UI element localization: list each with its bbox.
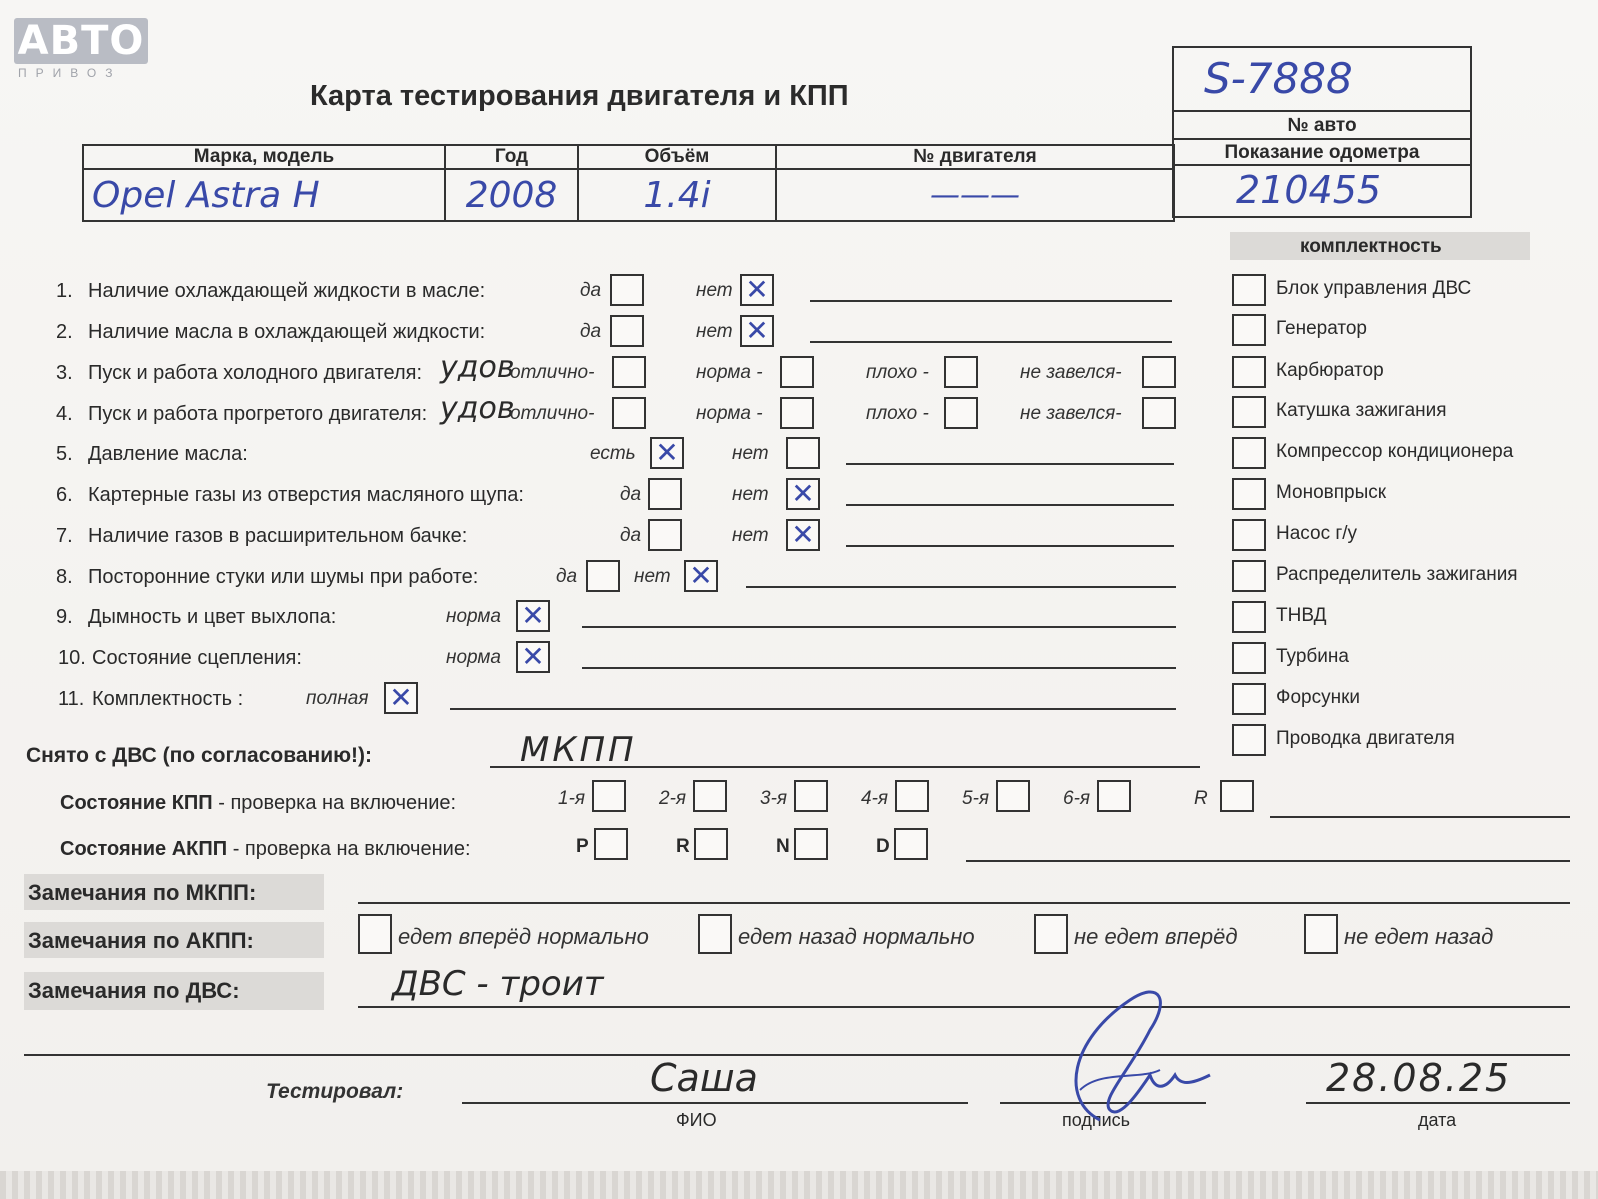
kit-checkbox-0[interactable] (1232, 274, 1266, 306)
odometer-label: Показание одометра (1174, 140, 1470, 166)
kit-item-label: Моновпрыск (1276, 482, 1387, 503)
check-number: 4. (56, 403, 73, 425)
check-number: 8. (56, 566, 73, 588)
check-option-box[interactable] (516, 600, 550, 632)
remarks-dvs-value: ДВС - троит (392, 964, 604, 1004)
date-value: 28.08.25 (1326, 1056, 1512, 1100)
check-option-box[interactable] (586, 560, 620, 592)
check-text: Состояние сцепления: (92, 647, 302, 669)
check-mark: ✕ (389, 681, 413, 714)
check-option-label: да (580, 280, 602, 301)
kpp-gear-label: 6-я (1063, 788, 1091, 809)
akpp-remark-box[interactable] (358, 914, 392, 954)
check-option-box[interactable] (1142, 356, 1176, 388)
kit-title: комплектность (1300, 236, 1442, 257)
remarks-akpp-label: Замечания по АКПП: (28, 928, 254, 953)
check-option-label: да (620, 525, 642, 546)
auto-number-label: № авто (1174, 112, 1470, 140)
akpp-label-bold: Состояние АКПП (60, 838, 228, 860)
check-option-label: норма - (696, 362, 763, 383)
kpp-gear-box[interactable] (693, 780, 727, 812)
kpp-gear-box[interactable] (794, 780, 828, 812)
check-mark: ✕ (521, 599, 545, 632)
akpp-mode-label: D (876, 836, 890, 857)
kit-checkbox-3[interactable] (1232, 396, 1266, 428)
kit-item-label: Турбина (1276, 646, 1349, 667)
check-option-label: нет (696, 321, 733, 342)
akpp-mode-box[interactable] (694, 828, 728, 860)
check-option-box[interactable] (786, 478, 820, 510)
check-mark: ✕ (689, 559, 713, 592)
check-option-box[interactable] (740, 315, 774, 347)
check-option-box[interactable] (684, 560, 718, 592)
check-text: Давление масла: (88, 443, 248, 465)
check-line (846, 504, 1174, 506)
akpp-mode-box[interactable] (794, 828, 828, 860)
kit-item-label: Катушка зажигания (1276, 400, 1447, 421)
check-number: 2. (56, 321, 73, 343)
kpp-gear-box[interactable] (1220, 780, 1254, 812)
check-option-label: нет (732, 484, 769, 505)
akpp-remark-label: едет вперёд нормально (398, 924, 649, 949)
signature (1040, 980, 1220, 1130)
removed-value: МКПП (520, 730, 637, 770)
check-option-box[interactable] (648, 478, 682, 510)
check-mark: ✕ (521, 640, 545, 673)
check-option-box[interactable] (612, 397, 646, 429)
kit-item-label: Блок управления ДВС (1276, 278, 1472, 299)
check-number: 10. (58, 647, 86, 669)
kpp-gear-label: R (1194, 788, 1208, 809)
check-number: 5. (56, 443, 73, 465)
check-number: 1. (56, 280, 73, 302)
check-option-box[interactable] (780, 397, 814, 429)
check-text: Комплектность : (92, 688, 244, 710)
tested-label: Тестировал: (266, 1080, 404, 1103)
model-value: Opel Astra H (92, 174, 320, 216)
akpp-mode-label: R (676, 836, 690, 857)
kpp-line (1270, 816, 1570, 818)
check-line (450, 708, 1176, 710)
akpp-remark-label: не едет вперёд (1074, 924, 1238, 949)
check-line (810, 300, 1172, 302)
kit-item-label: Компрессор кондиционера (1276, 441, 1514, 462)
akpp-label (60, 838, 471, 861)
fio-caption: ФИО (676, 1110, 717, 1130)
check-number: 6. (56, 484, 73, 506)
auto-number-value: S-7888 (1204, 54, 1353, 103)
kpp-gear-box[interactable] (592, 780, 626, 812)
page-title: Карта тестирования двигателя и КПП (310, 80, 849, 112)
kit-item-label: Форсунки (1276, 687, 1360, 708)
check-option-box[interactable] (612, 356, 646, 388)
akpp-remark-label: не едет назад (1344, 924, 1494, 949)
akpp-remark-label: едет назад нормально (738, 924, 975, 949)
check-option-label: плохо - (866, 403, 929, 424)
check-option-label: нет (732, 443, 769, 464)
remarks-dvs-label: Замечания по ДВС: (28, 978, 240, 1003)
check-option-box[interactable] (610, 315, 644, 347)
kpp-gear-box[interactable] (996, 780, 1030, 812)
kpp-label-bold: Состояние КПП (60, 792, 213, 814)
fio-line (462, 1102, 968, 1104)
col-engine-no: № двигателя (776, 145, 1174, 169)
kpp-gear-label: 2-я (659, 788, 687, 809)
check-text: Наличие газов в расширительном бачке: (88, 525, 468, 547)
kit-checkbox-2[interactable] (1232, 356, 1266, 388)
akpp-remark-box[interactable] (1034, 914, 1068, 954)
check-mark: ✕ (655, 436, 679, 469)
check-option-box[interactable] (384, 682, 418, 714)
check-option-label: да (580, 321, 602, 342)
remarks-mkpp-line (358, 902, 1570, 904)
check-number: 9. (56, 606, 73, 628)
auto-info-box (1172, 46, 1472, 218)
akpp-mode-box[interactable] (894, 828, 928, 860)
col-volume: Объём (578, 145, 776, 169)
check-text: Пуск и работа прогретого двигателя: (88, 403, 428, 425)
akpp-mode-label: N (776, 836, 790, 857)
kit-item-label: Генератор (1276, 318, 1367, 339)
akpp-mode-box[interactable] (594, 828, 628, 860)
check-line (582, 626, 1176, 628)
check-option-label: не завелся- (1020, 403, 1122, 424)
volume-value: 1.4i (643, 174, 711, 216)
check-option-box[interactable] (610, 274, 644, 306)
kit-item-label: Карбюратор (1276, 360, 1384, 381)
check-option-label: нет (732, 525, 769, 546)
kit-checkbox-8[interactable] (1232, 601, 1266, 633)
kpp-gear-label: 5-я (962, 788, 990, 809)
col-year: Год (445, 145, 578, 169)
date-caption: дата (1418, 1110, 1457, 1130)
check-line (846, 463, 1174, 465)
check-option-label: норма (446, 647, 501, 668)
kit-checkbox-7[interactable] (1232, 560, 1266, 592)
check-option-label: есть (590, 443, 636, 464)
check-number: 7. (56, 525, 73, 547)
logo (14, 18, 148, 84)
kit-checkbox-10[interactable] (1232, 683, 1266, 715)
check-mark: ✕ (745, 273, 769, 306)
akpp-remark-box[interactable] (1304, 914, 1338, 954)
check-text: Картерные газы из отверстия масляного щупа: (88, 484, 524, 506)
check-option-label: да (620, 484, 642, 505)
kit-item-label: Проводка двигателя (1276, 728, 1455, 749)
date-line (1306, 1102, 1570, 1104)
check-option-box[interactable] (780, 356, 814, 388)
check-option-label: не завелся- (1020, 362, 1122, 383)
kpp-label-rest: - проверка на включение: (212, 792, 457, 814)
kit-checkbox-11[interactable] (1232, 724, 1266, 756)
check-handwritten: удов (440, 391, 515, 426)
check-text: Посторонние стуки или шумы при работе: (88, 566, 479, 588)
check-mark: ✕ (791, 477, 815, 510)
kit-checkbox-1[interactable] (1232, 314, 1266, 346)
kpp-gear-label: 1-я (558, 788, 586, 809)
year-value: 2008 (465, 174, 558, 216)
check-text: Пуск и работа холодного двигателя: (88, 362, 423, 384)
removed-label: Снято с ДВС (по согласованию!): (26, 744, 373, 767)
check-option-box[interactable] (944, 397, 978, 429)
check-line (810, 341, 1172, 343)
akpp-label-rest: - проверка на включение: (227, 838, 471, 860)
check-option-box[interactable] (516, 641, 550, 673)
kpp-gear-label: 3-я (760, 788, 788, 809)
check-line (582, 667, 1176, 669)
check-option-box[interactable] (648, 519, 682, 551)
check-option-box[interactable] (650, 437, 684, 469)
sign-caption: подпись (1062, 1110, 1131, 1130)
kpp-gear-label: 4-я (861, 788, 889, 809)
check-option-label: да (556, 566, 578, 587)
check-line (746, 586, 1176, 588)
engine-no-value: ——— (930, 177, 1020, 213)
logo-sub: ПРИВОЗ (18, 66, 122, 80)
check-option-box[interactable] (944, 356, 978, 388)
kpp-label (60, 792, 456, 815)
col-model: Марка, модель (83, 145, 445, 169)
check-option-label: полная (306, 688, 369, 709)
akpp-line (966, 860, 1570, 862)
remarks-dvs-line (358, 1006, 1570, 1008)
kpp-gear-box[interactable] (895, 780, 929, 812)
logo-main: АВТО (14, 18, 148, 64)
kit-checkbox-4[interactable] (1232, 437, 1266, 469)
check-option-label: норма (446, 606, 501, 627)
check-option-box[interactable] (786, 519, 820, 551)
akpp-remark-box[interactable] (698, 914, 732, 954)
check-text: Наличие масла в охлаждающей жидкости: (88, 321, 486, 343)
check-option-box[interactable] (740, 274, 774, 306)
check-option-label: нет (696, 280, 733, 301)
check-option-box[interactable] (1142, 397, 1176, 429)
check-option-label: плохо - (866, 362, 929, 383)
kit-checkbox-9[interactable] (1232, 642, 1266, 674)
kit-item-label: Распределитель зажигания (1276, 564, 1518, 585)
check-option-label: отлично- (510, 403, 595, 424)
check-text: Наличие охлаждающей жидкости в масле: (88, 280, 486, 302)
check-handwritten: удов (440, 350, 515, 385)
check-option-label: нет (634, 566, 671, 587)
kit-item-label: ТНВД (1276, 605, 1327, 626)
check-mark: ✕ (791, 518, 815, 551)
akpp-mode-label: P (576, 836, 589, 857)
torn-edge (0, 1171, 1598, 1199)
check-line (846, 545, 1174, 547)
check-number: 11. (58, 688, 85, 710)
kit-checkbox-5[interactable] (1232, 478, 1266, 510)
remarks-mkpp-label: Замечания по МКПП: (28, 880, 257, 905)
check-option-label: норма - (696, 403, 763, 424)
fio-value: Саша (650, 1056, 758, 1100)
vehicle-table (82, 144, 1175, 222)
check-mark: ✕ (745, 314, 769, 347)
check-option-box[interactable] (786, 437, 820, 469)
odometer-value: 210455 (1236, 168, 1382, 212)
kit-checkbox-6[interactable] (1232, 519, 1266, 551)
kpp-gear-box[interactable] (1097, 780, 1131, 812)
kit-item-label: Насос г/у (1276, 523, 1358, 544)
check-text: Дымность и цвет выхлопа: (88, 606, 337, 628)
check-option-label: отлично- (510, 362, 595, 383)
check-number: 3. (56, 362, 73, 384)
